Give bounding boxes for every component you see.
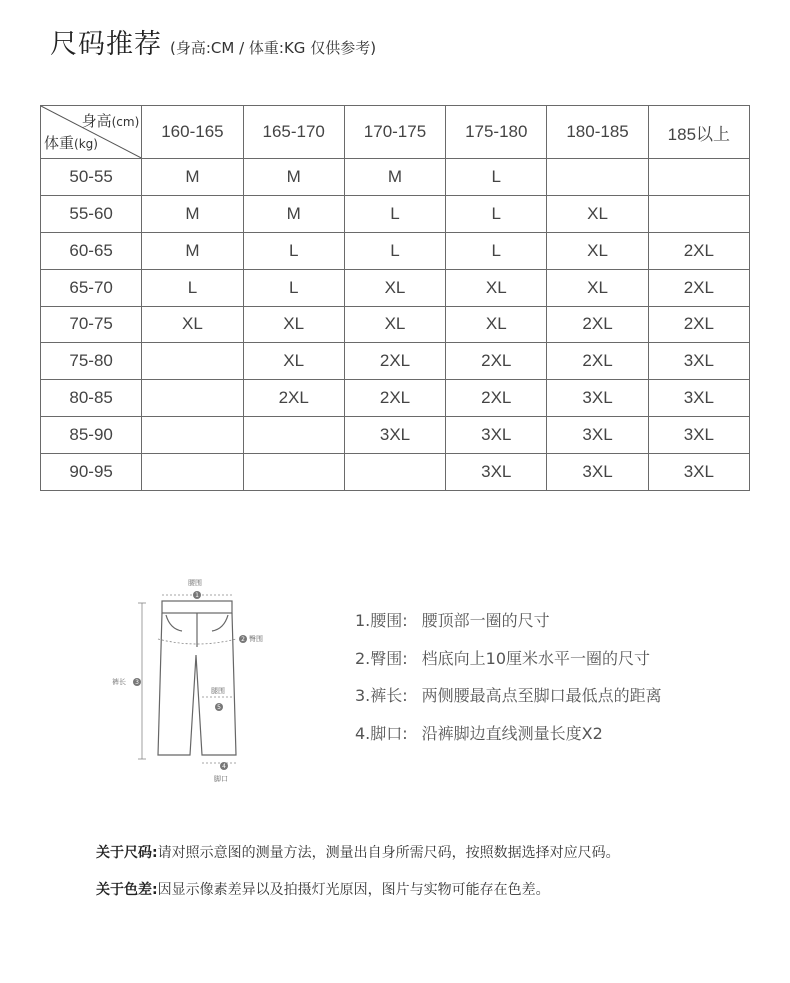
size-cell	[142, 454, 243, 491]
label-thigh: 腿围	[211, 687, 225, 695]
label-hip: 臀围	[249, 635, 263, 643]
size-cell: 2XL	[344, 380, 445, 417]
size-cell: L	[243, 232, 344, 269]
size-cell: 2XL	[648, 269, 749, 306]
badge-1: 1	[195, 592, 199, 599]
size-cell: L	[243, 269, 344, 306]
size-cell: XL	[547, 269, 648, 306]
corner-weight-label: 体重(kg)	[44, 134, 98, 152]
size-cell: XL	[344, 269, 445, 306]
page-header	[50, 22, 376, 61]
pants-measurement-icon	[100, 575, 280, 790]
size-cell: L	[446, 232, 547, 269]
label-waist: 腰围	[188, 579, 202, 587]
size-cell: 3XL	[547, 380, 648, 417]
size-cell	[243, 454, 344, 491]
size-cell	[648, 159, 749, 196]
footer-size-note	[96, 842, 620, 862]
size-cell	[344, 454, 445, 491]
table-row	[41, 417, 750, 454]
size-cell: M	[142, 159, 243, 196]
row-weight-label: 60-65	[41, 232, 142, 269]
size-cell: M	[142, 195, 243, 232]
table-row	[41, 306, 750, 343]
column-header: 180-185	[547, 106, 648, 159]
table-row	[41, 380, 750, 417]
size-cell: L	[446, 195, 547, 232]
footer-color-label: 关于色差:	[96, 882, 158, 898]
badge-3: 3	[135, 679, 139, 686]
badge-5: 5	[217, 704, 221, 711]
size-cell	[648, 195, 749, 232]
row-weight-label: 85-90	[41, 417, 142, 454]
size-cell: L	[142, 269, 243, 306]
row-weight-label: 55-60	[41, 195, 142, 232]
size-cell: 3XL	[344, 417, 445, 454]
table-header-row	[41, 106, 750, 159]
label-hem: 脚口	[214, 775, 228, 783]
measurement-notes	[355, 608, 662, 758]
size-cell: 2XL	[344, 343, 445, 380]
size-cell	[547, 159, 648, 196]
size-cell: 2XL	[243, 380, 344, 417]
footer-color-note	[96, 879, 550, 899]
size-cell: L	[344, 195, 445, 232]
size-cell	[142, 380, 243, 417]
size-cell: 3XL	[547, 417, 648, 454]
size-cell: M	[243, 159, 344, 196]
row-weight-label: 90-95	[41, 454, 142, 491]
table-row	[41, 269, 750, 306]
footer-color-text: 因显示像素差异以及拍摄灯光原因，图片与实物可能存在色差。	[157, 882, 550, 898]
size-cell: 2XL	[648, 306, 749, 343]
note-item: 4.脚口: 沿裤脚边直线测量长度X2	[355, 723, 603, 743]
size-cell: 3XL	[648, 454, 749, 491]
size-cell: 2XL	[547, 306, 648, 343]
size-cell: XL	[243, 306, 344, 343]
size-cell: XL	[243, 343, 344, 380]
badge-2: 2	[241, 636, 245, 643]
page-title: 尺码推荐	[50, 29, 162, 60]
note-item: 2.臀围: 档底向上10厘米水平一圈的尺寸	[355, 648, 651, 668]
table-corner-cell	[41, 106, 142, 159]
corner-height-label: 身高(cm)	[81, 112, 140, 130]
row-weight-label: 75-80	[41, 343, 142, 380]
table-row	[41, 232, 750, 269]
badge-4: 4	[222, 763, 226, 770]
size-cell: XL	[142, 306, 243, 343]
size-cell: XL	[547, 195, 648, 232]
column-header: 160-165	[142, 106, 243, 159]
size-cell	[142, 417, 243, 454]
column-header: 165-170	[243, 106, 344, 159]
size-cell: XL	[446, 306, 547, 343]
table-row	[41, 195, 750, 232]
size-cell	[243, 417, 344, 454]
column-header: 170-175	[344, 106, 445, 159]
row-weight-label: 65-70	[41, 269, 142, 306]
size-cell: 3XL	[446, 417, 547, 454]
note-item: 1.腰围: 腰顶部一圈的尺寸	[355, 611, 550, 630]
size-cell: 2XL	[446, 343, 547, 380]
size-cell: 3XL	[547, 454, 648, 491]
size-table	[40, 105, 750, 491]
size-cell: 3XL	[648, 417, 749, 454]
size-cell: 3XL	[446, 454, 547, 491]
size-cell: 3XL	[648, 380, 749, 417]
table-row	[41, 343, 750, 380]
row-weight-label: 50-55	[41, 159, 142, 196]
row-weight-label: 80-85	[41, 380, 142, 417]
size-cell: M	[243, 195, 344, 232]
label-length: 裤长	[112, 678, 126, 686]
size-cell: L	[344, 232, 445, 269]
footer-size-text: 请对照示意图的测量方法，测量出自身所需尺码，按照数据选择对应尺码。	[157, 845, 620, 861]
column-header: 185以上	[648, 106, 749, 159]
row-weight-label: 70-75	[41, 306, 142, 343]
note-item: 3.裤长: 两侧腰最高点至脚口最低点的距离	[355, 686, 662, 705]
size-cell: 2XL	[648, 232, 749, 269]
size-cell: M	[344, 159, 445, 196]
size-cell: XL	[547, 232, 648, 269]
column-header: 175-180	[446, 106, 547, 159]
table-row	[41, 454, 750, 491]
size-cell: M	[142, 232, 243, 269]
size-cell: 2XL	[547, 343, 648, 380]
size-cell: L	[446, 159, 547, 196]
size-cell: 3XL	[648, 343, 749, 380]
size-cell	[142, 343, 243, 380]
table-row	[41, 159, 750, 196]
page-subtitle: (身高:CM / 体重:KG 仅供参考)	[170, 39, 377, 57]
size-cell: XL	[446, 269, 547, 306]
size-cell: XL	[344, 306, 445, 343]
footer-size-label: 关于尺码:	[96, 845, 158, 861]
size-cell: 2XL	[446, 380, 547, 417]
